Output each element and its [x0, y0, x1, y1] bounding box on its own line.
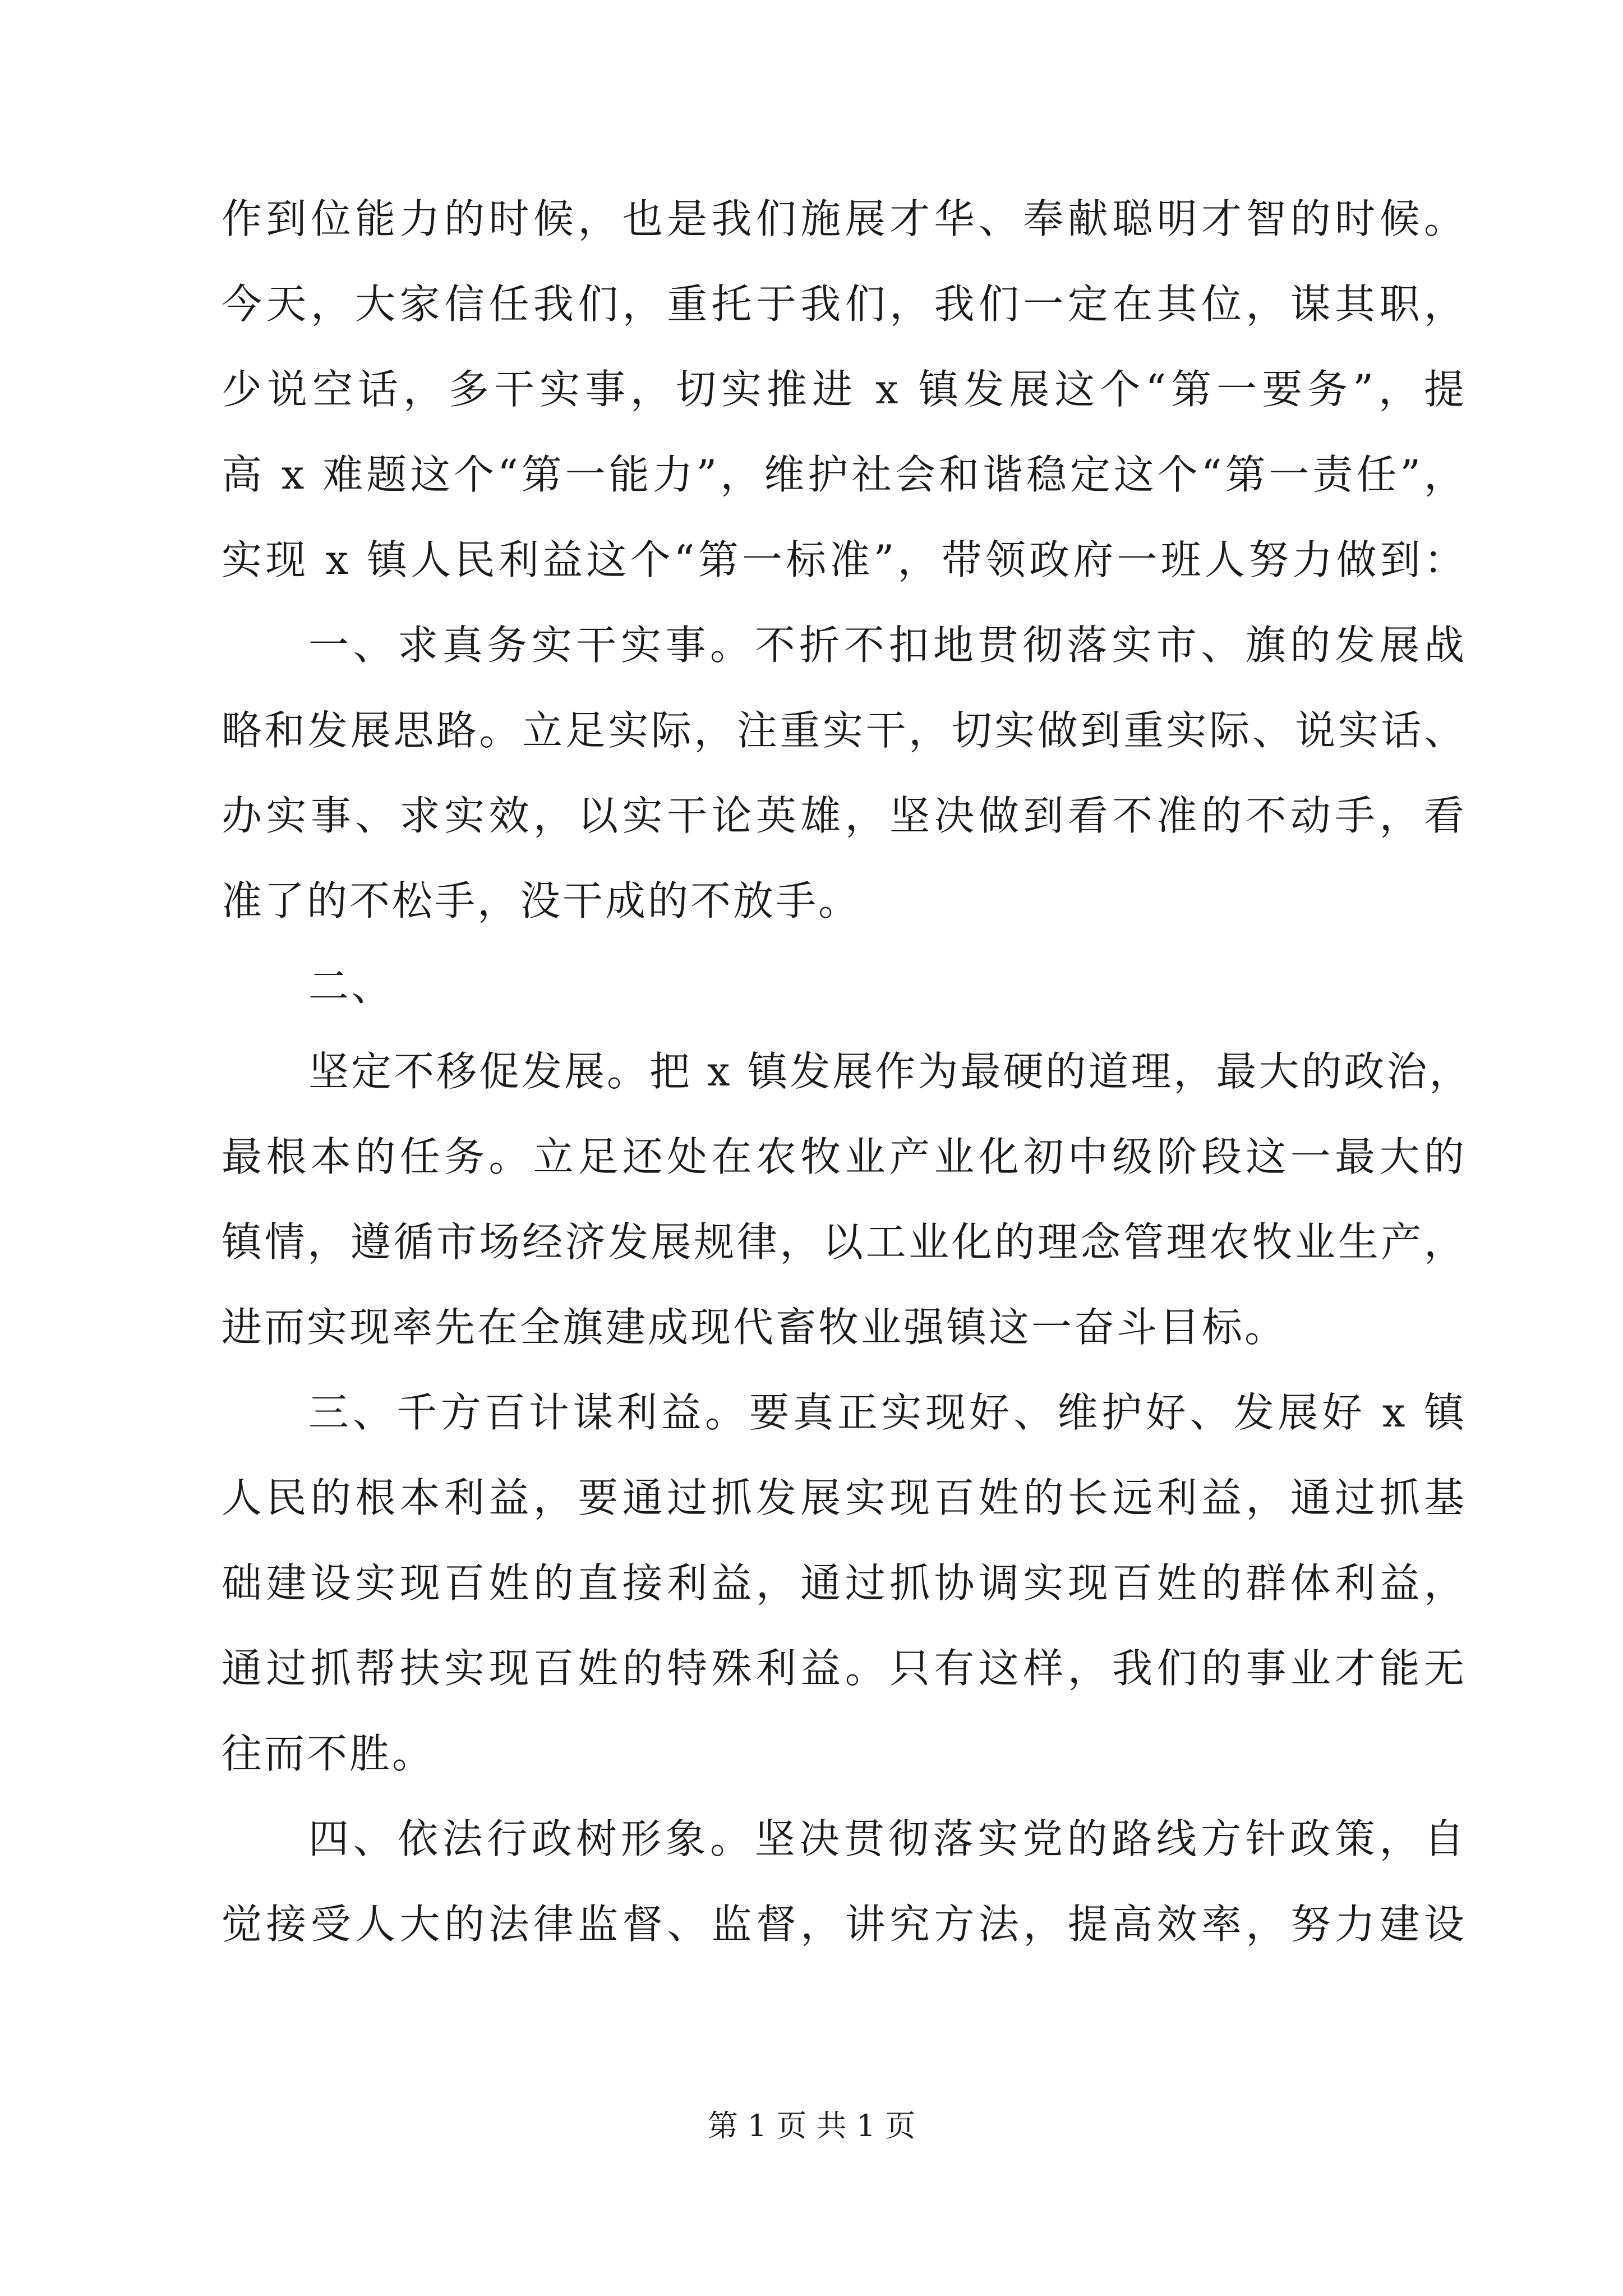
text-line: 今天，大家信任我们，重托于我们，我们一定在其位，谋其职，: [222, 280, 1467, 328]
text-line: 办实事、求实效，以实干论英雄，坚决做到看不准的不动手，看: [222, 792, 1467, 839]
text-line: 人民的根本利益，要通过抓发展实现百姓的长远利益，通过抓基: [222, 1474, 1467, 1521]
paragraph-1-line: 一、求真务实干实事。不折不扣地贯彻落实市、旗的发展战: [308, 622, 1467, 669]
text-line: 础建设实现百姓的直接利益，通过抓协调实现百姓的群体利益，: [222, 1559, 1467, 1607]
text-line: 通过抓帮扶实现百姓的特殊利益。只有这样，我们的事业才能无: [222, 1645, 1467, 1692]
page-footer: [0, 2106, 1623, 2146]
text-line: 少说空话，多干实事，切实推进 x 镇发展这个“第一要务”，提: [222, 366, 1467, 413]
text-line: 最根本的任务。立足还处在农牧业产业化初中级阶段这一最大的: [222, 1133, 1467, 1180]
paragraph-2-line: 坚定不移促发展。把 x 镇发展作为最硬的道理，最大的政治，: [308, 1048, 1472, 1095]
text-line: 作到位能力的时候，也是我们施展才华、奉献聪明才智的时候。: [222, 195, 1467, 242]
text-line: 往而不胜。: [222, 1730, 435, 1777]
paragraph-3-line: 三、千方百计谋利益。要真正实现好、维护好、发展好 x 镇: [308, 1389, 1467, 1436]
text-line: 准了的不松手，没干成的不放手。: [222, 877, 861, 924]
text-line: 觉接受人大的法律监督、监督，讲究方法，提高效率，努力建设: [222, 1901, 1467, 1948]
text-line: 高 x 难题这个“第一能力”，维护社会和谐稳定这个“第一责任”，: [222, 451, 1467, 498]
text-line: 实现 x 镇人民利益这个“第一标准”，带领政府一班人努力做到：: [222, 536, 1467, 583]
text-line: 略和发展思路。立足实际，注重实干，切实做到重实际、说实话、: [222, 707, 1467, 754]
paragraph-4-line: 四、依法行政树形象。坚决贯彻落实党的路线方针政策，自: [308, 1815, 1467, 1862]
text-line: 镇情，遵循市场经济发展规律，以工业化的理念管理农牧业生产，: [222, 1218, 1467, 1266]
paragraph-2-number: 二、: [308, 963, 394, 1010]
text-line: 进而实现率先在全旗建成现代畜牧业强镇这一奋斗目标。: [222, 1304, 1288, 1351]
page-number-label: 第 1 页 共 1 页: [707, 2108, 916, 2143]
